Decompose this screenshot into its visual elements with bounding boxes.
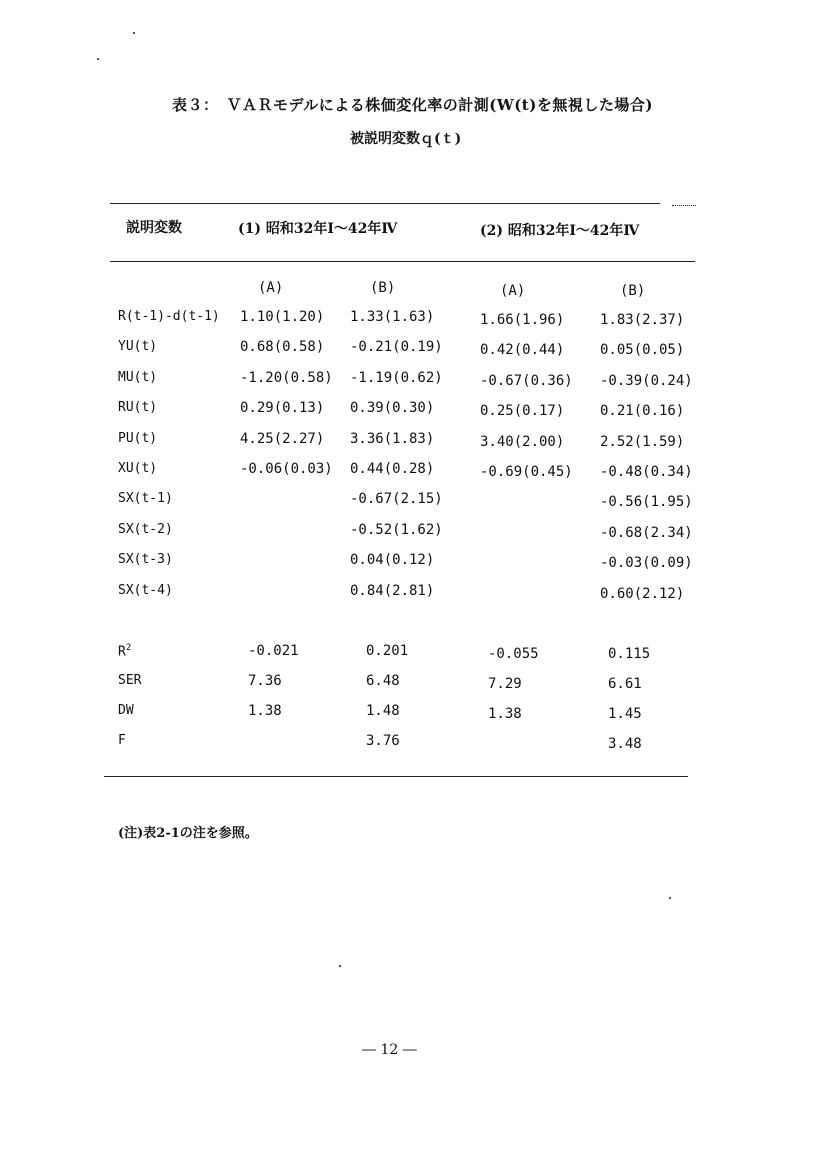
table-cell: -0.03(0.09) xyxy=(600,555,693,572)
stat-label: DW xyxy=(118,703,134,718)
subcol-2a: (A) xyxy=(500,283,526,299)
table-cell: -0.69(0.45) xyxy=(480,464,573,480)
stat-cell: -0.021 xyxy=(248,643,299,659)
table-cell: -0.67(2.15) xyxy=(350,491,443,508)
subcol-1b: (B) xyxy=(370,280,396,296)
table-cell: 0.25(0.17) xyxy=(480,403,565,420)
table-cell: 0.44(0.28) xyxy=(350,461,435,477)
table-cell: -0.06(0.03) xyxy=(240,461,333,477)
table-cell: -0.48(0.34) xyxy=(600,464,693,480)
page-subtitle: 被説明変数ｑ(ｔ) xyxy=(350,131,462,147)
table-cell: 0.84(2.81) xyxy=(350,582,435,599)
subcol-2b: (B) xyxy=(620,283,646,299)
page-title: 表３： ＶＡＲモデルによる株価変化率の計測(W(t)を無視した場合) xyxy=(172,96,653,114)
stat-label-superscript: 2 xyxy=(125,643,132,653)
var-header: 説明変数 xyxy=(126,220,182,236)
stat-cell: 3.76 xyxy=(366,733,400,749)
footnote: (注)表2-1の注を参照。 xyxy=(118,826,258,841)
stat-cell: 1.38 xyxy=(488,706,522,722)
stat-cell: 1.38 xyxy=(248,703,282,719)
top-rule xyxy=(110,203,660,204)
table-cell: 1.33(1.63) xyxy=(350,309,435,325)
top-rule-tail xyxy=(672,205,696,206)
table-cell: -1.19(0.62) xyxy=(350,369,443,386)
row-label: RU(t) xyxy=(118,400,158,416)
table-cell: 0.05(0.05) xyxy=(600,342,685,359)
subcol-1a: (A) xyxy=(258,280,284,296)
table-cell: -0.67(0.36) xyxy=(480,372,573,389)
row-label: SX(t-1) xyxy=(118,491,173,507)
group-header-2: (2) 昭和32年Ⅰ～42年Ⅳ xyxy=(480,223,640,239)
table-cell: -1.20(0.58) xyxy=(240,369,333,386)
table-cell: -0.39(0.24) xyxy=(600,372,693,389)
table-cell: 2.52(1.59) xyxy=(600,433,685,450)
stat-cell: 0.201 xyxy=(366,643,409,659)
table-cell: 1.83(2.37) xyxy=(600,312,685,328)
scan-speck xyxy=(97,58,99,60)
stat-cell: 1.45 xyxy=(608,706,642,722)
table-cell: 0.42(0.44) xyxy=(480,342,565,359)
row-label: SX(t-4) xyxy=(118,582,173,598)
table-cell: 0.21(0.16) xyxy=(600,403,685,420)
row-label: MU(t) xyxy=(118,369,158,385)
stat-cell: 6.61 xyxy=(608,676,642,692)
bottom-rule xyxy=(104,776,688,777)
row-label: R(t-1)-d(t-1) xyxy=(118,309,220,324)
group-header-1: (1) 昭和32年Ⅰ～42年Ⅳ xyxy=(238,221,398,237)
table-cell: -0.52(1.62) xyxy=(350,521,443,538)
table-cell: -0.56(1.95) xyxy=(600,494,693,511)
stat-cell: -0.055 xyxy=(488,646,539,662)
table-cell: 3.40(2.00) xyxy=(480,433,565,450)
row-label: SX(t-3) xyxy=(118,552,173,568)
table-cell: 3.36(1.83) xyxy=(350,430,435,447)
table-cell: 1.66(1.96) xyxy=(480,312,565,328)
row-label: SX(t-2) xyxy=(118,521,173,537)
stat-label: SER xyxy=(118,673,142,688)
table-cell: 0.60(2.12) xyxy=(600,585,685,602)
scan-speck xyxy=(669,897,671,899)
row-label: XU(t) xyxy=(118,461,158,476)
stat-cell: 0.115 xyxy=(608,646,651,662)
table-cell: 4.25(2.27) xyxy=(240,430,325,447)
header-rule xyxy=(110,261,695,262)
stat-cell: 1.48 xyxy=(366,703,400,719)
table-cell: 0.39(0.30) xyxy=(350,400,435,417)
table-cell: 1.10(1.20) xyxy=(240,309,325,325)
stat-cell: 3.48 xyxy=(608,736,642,752)
table-cell: 0.04(0.12) xyxy=(350,552,435,569)
stat-cell: 7.29 xyxy=(488,676,522,692)
stat-label: $R^2$ xyxy=(118,643,132,660)
table-cell: 0.68(0.58) xyxy=(240,339,325,356)
table-cell: -0.68(2.34) xyxy=(600,524,693,541)
page-number: ― 12 ― xyxy=(362,1042,417,1058)
row-label: PU(t) xyxy=(118,430,158,446)
table-cell: -0.21(0.19) xyxy=(350,339,443,356)
scan-speck xyxy=(133,32,135,34)
stat-cell: 6.48 xyxy=(366,673,400,689)
table-cell: 0.29(0.13) xyxy=(240,400,325,417)
row-label: YU(t) xyxy=(118,339,158,355)
scan-speck xyxy=(339,965,341,967)
stat-label: F xyxy=(118,733,126,748)
stat-cell: 7.36 xyxy=(248,673,282,689)
